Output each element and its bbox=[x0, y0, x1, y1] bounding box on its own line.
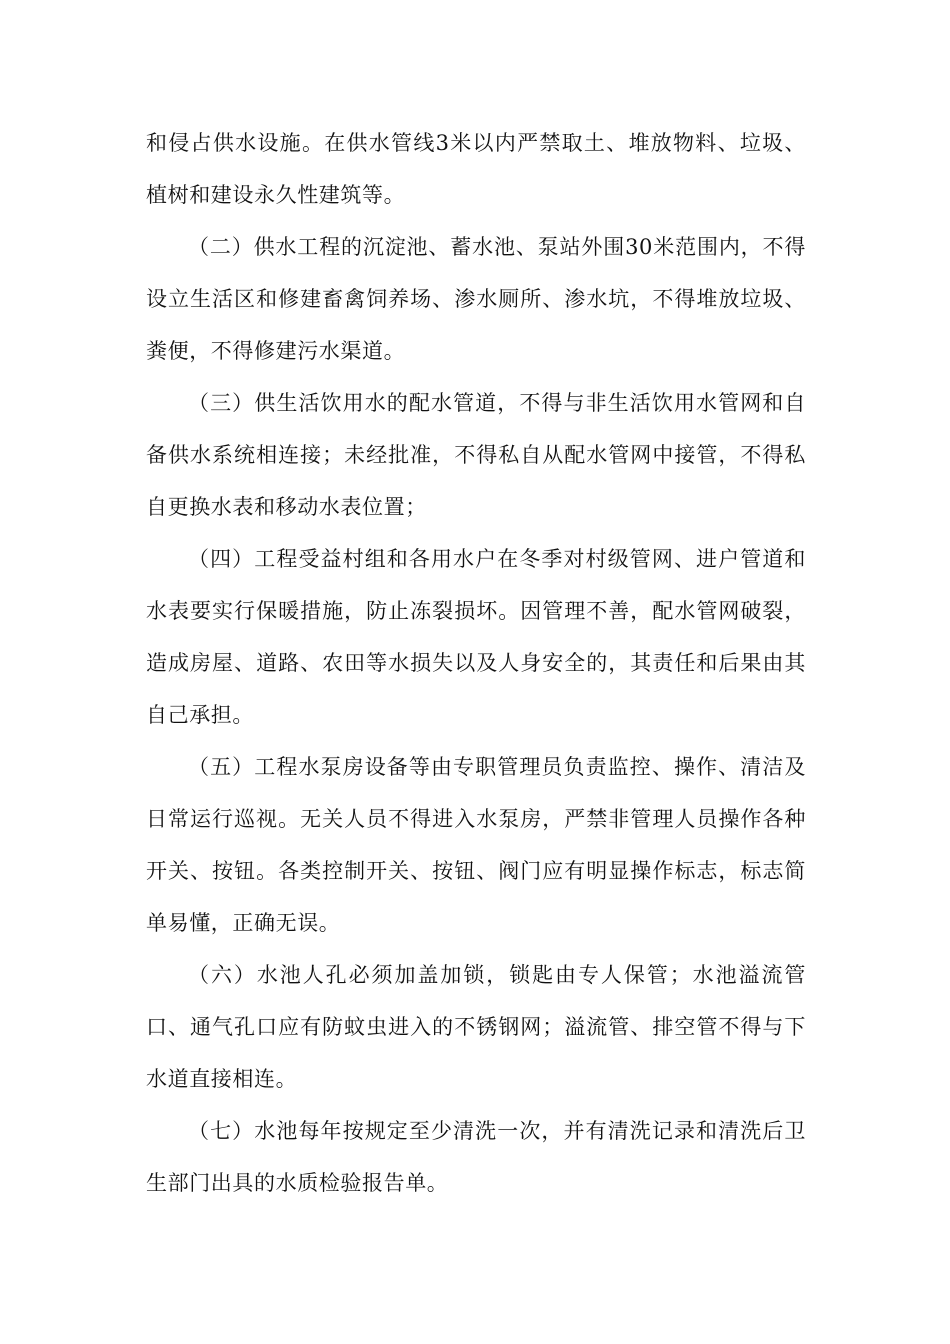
paragraph-item-6: （六）水池人孔必须加盖加锁，锁匙由专人保管；水池溢流管口、通气孔口应有防蚊虫进入的不锈钢网；溢流管、排空管不得与下水道直接相连。 bbox=[146, 963, 806, 1091]
paragraph-item-5: （五）工程水泵房设备等由专职管理员负责监控、操作、清洁及日常运行巡视。无关人员不得进入水泵房，严禁非管理人员操作各种开关、按钮。各类控制开关、按钮、阀门应有明显操作标志，标志简单易懂，正确无误。 bbox=[146, 755, 806, 935]
paragraph-item-3: （三）供生活饮用水的配水管道，不得与非生活饮用水管网和自备供水系统相连接；未经批准，不得私自从配水管网中接管，不得私自更换水表和移动水表位置； bbox=[146, 391, 806, 519]
paragraph-item-2: （二）供水工程的沉淀池、蓄水池、泵站外围30米范围内，不得设立生活区和修建畜禽饲养场、渗水厕所、渗水坑，不得堆放垃圾、粪便，不得修建污水渠道。 bbox=[146, 235, 806, 363]
paragraph-continuation: 和侵占供水设施。在供水管线3米以内严禁取土、堆放物料、垃圾、植树和建设永久性建筑等。 bbox=[146, 131, 806, 207]
paragraph-item-7: （七）水池每年按规定至少清洗一次，并有清洗记录和清洗后卫生部门出具的水质检验报告单。 bbox=[146, 1119, 806, 1195]
document-body bbox=[146, 117, 806, 1209]
paragraph-item-4: （四）工程受益村组和各用水户在冬季对村级管网、进户管道和水表要实行保暖措施，防止冻裂损坏。因管理不善，配水管网破裂，造成房屋、道路、农田等水损失以及人身安全的，其责任和后果由其自己承担。 bbox=[146, 547, 806, 727]
